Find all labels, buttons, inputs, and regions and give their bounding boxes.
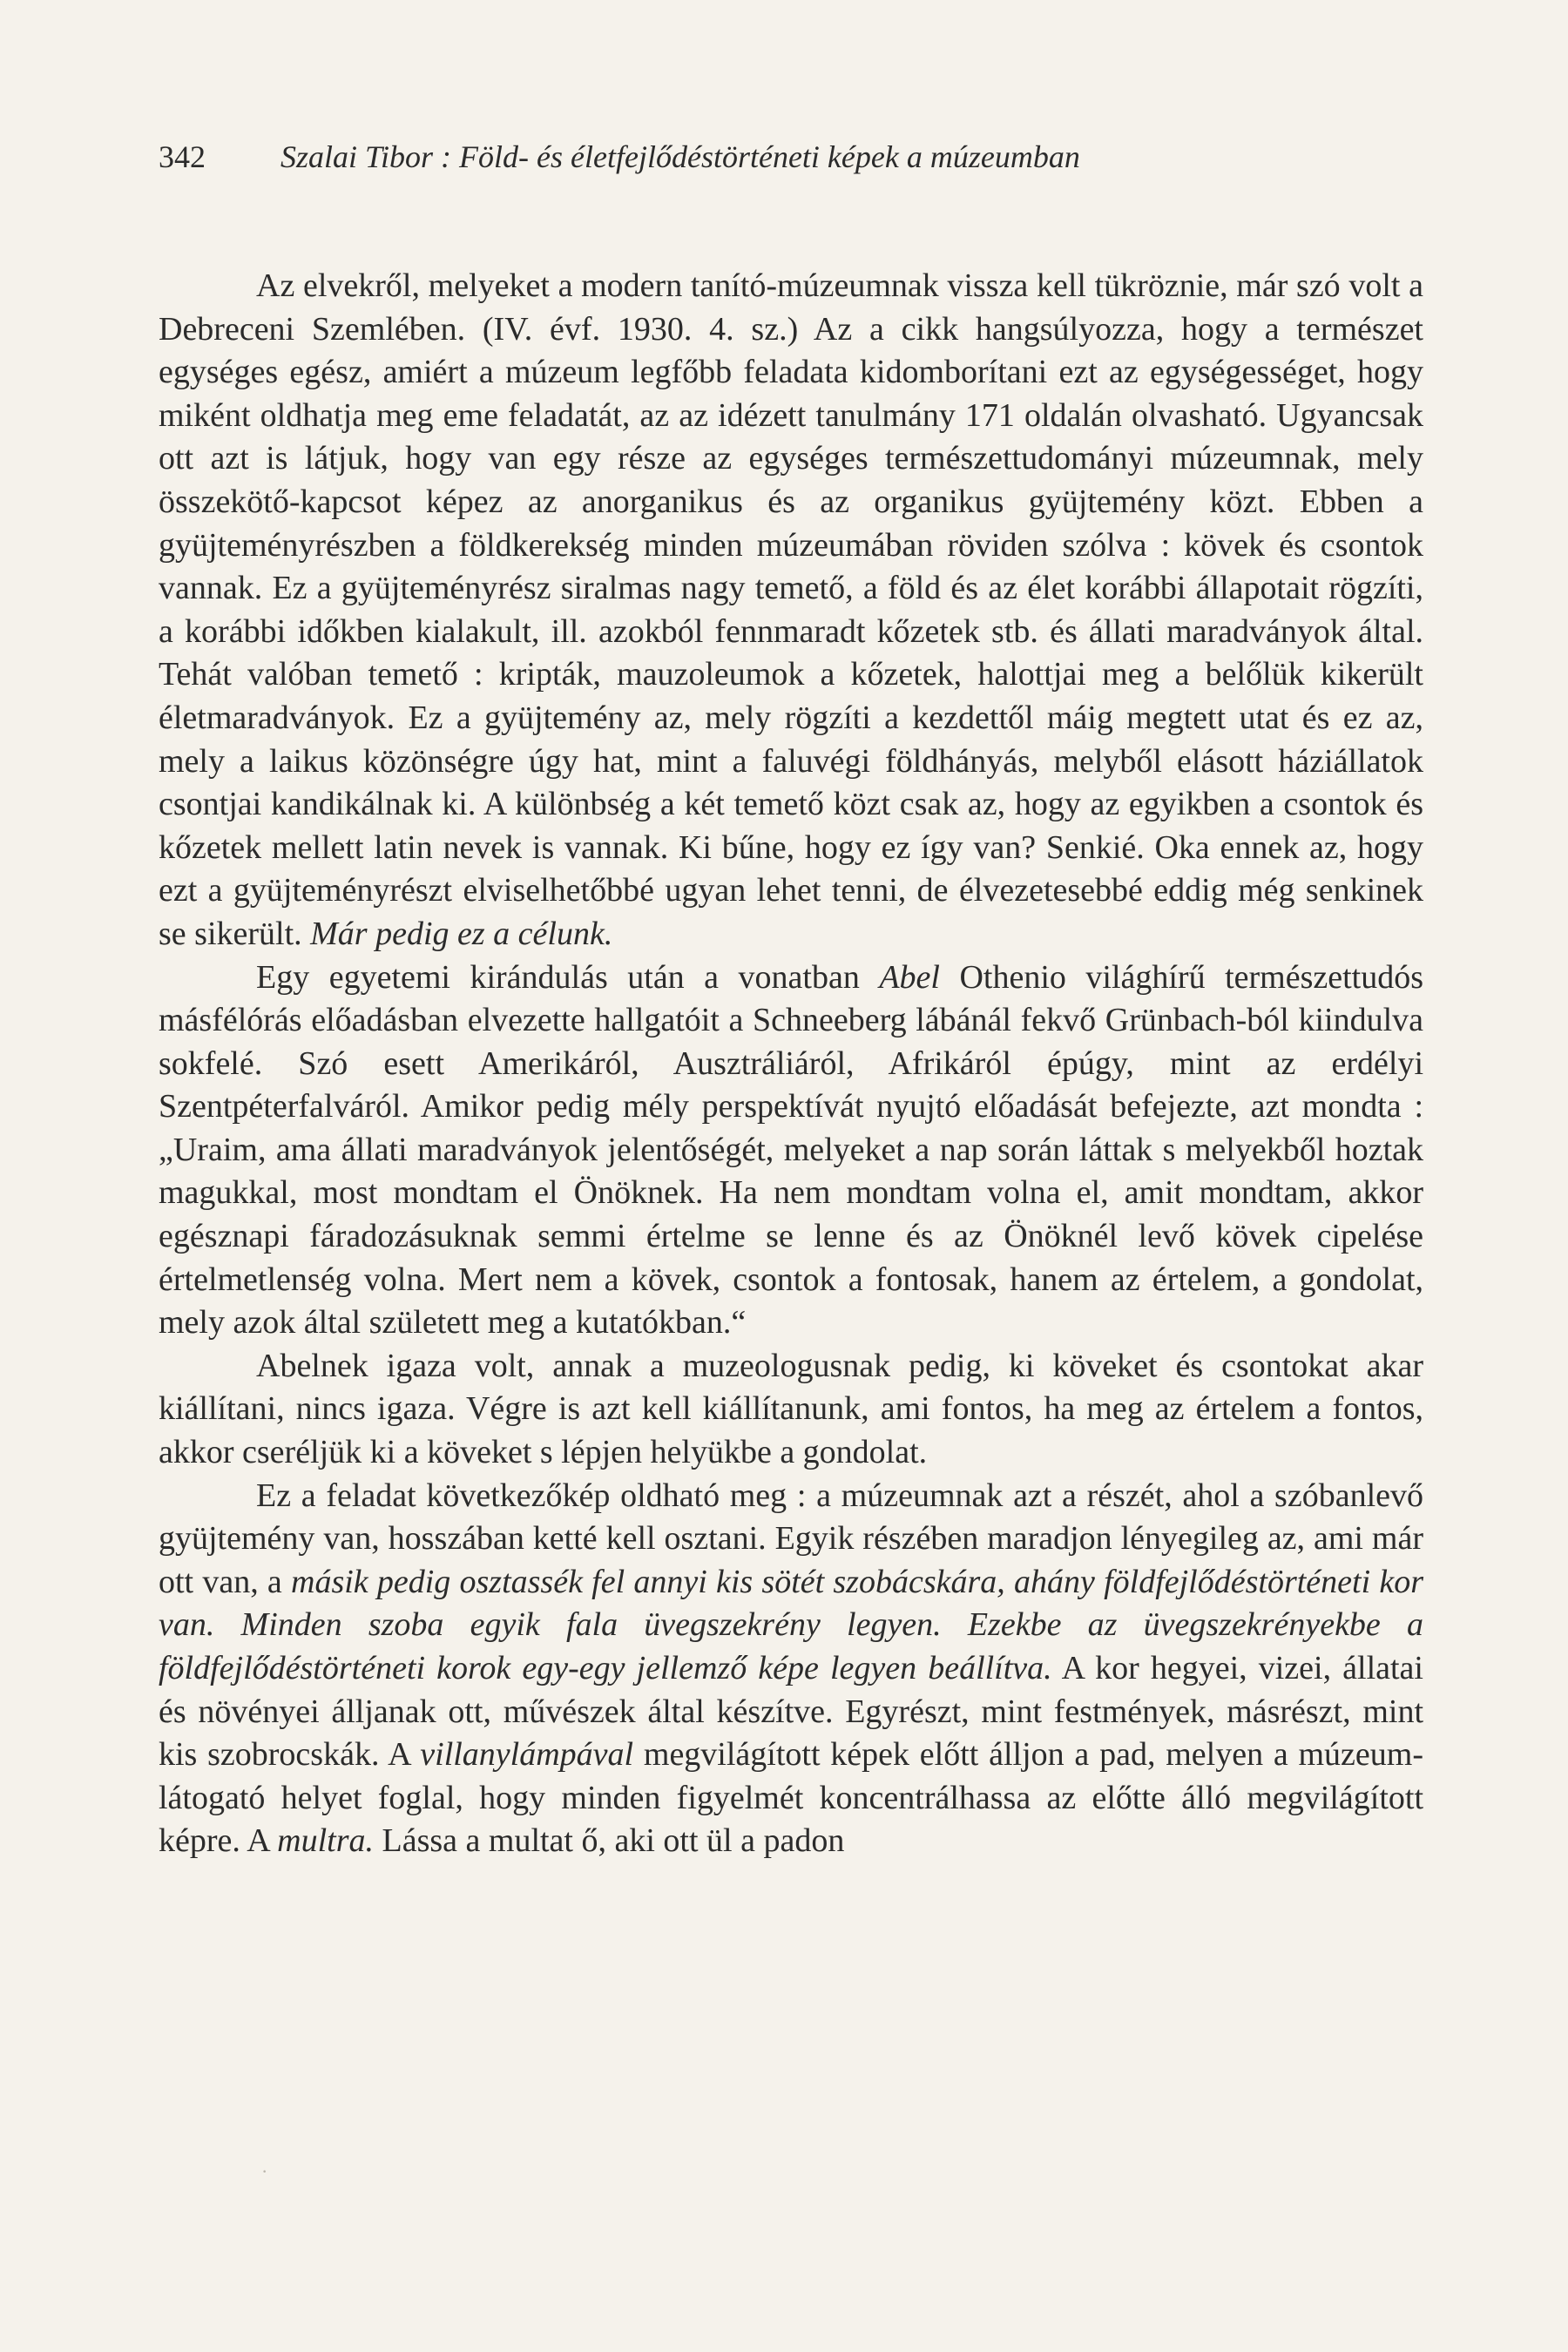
paragraph-text: megvilágított képek előtt álljon a pad, melyen a múzeumlátogató helyet foglal, hogy minden figyelmét koncentrálhassa az előtte álló megvilágított képre. A [159,1736,1423,1860]
paragraph-4 [159,1475,1423,1863]
paragraph-text: Othenio világhírű természettudós másfélórás előadásban elvezette hallgatóit a Schneeberg lábánál fekvő Grünbach-ból kiindulva sokfelé. Szó esett Amerikáról, Ausztráliáról, Afrikáról épúgy, mint az erdélyi Szentpéterfalváról. Amikor pedig mély perspektívát nyujtó előadását befejezte, azt mondta : „Uraim, ama állati maradványok jelentőségét, melyeket a nap során láttak s melyekből hoztak magukkal, most mondtam el Önöknek. Ha nem mondtam volna el, amit mondtam, akkor egésznapi fáradozásuknak semmi értelme se lenne és az Önöknél levő kövek cipelése értelmetlenség volna. Mert nem a kövek, csontok a fontosak, hanem az értelem, a gondolat, mely azok által született meg a kutatókban.“ [159,958,1423,1342]
paragraph-text: A kor hegyei, vizei, állatai és növényei álljanak ott, művészek által készítve. Egyrészt, mint festmények, másrészt, mint kis szobrocskák. A [159,1650,1423,1774]
paragraph-text: Ez a feladat következőkép oldható meg : a múzeumnak azt a részét, ahol a szóbanlevő gyüjtemény van, hosszában ketté kell osztani. Egyik részében maradjon lényegileg az, ami már ott van, a [159,1477,1423,1600]
page-number: 342 [159,139,206,174]
paragraph-1 [159,265,1423,956]
emphasis-text: multra. [277,1822,374,1860]
paragraph-text: Egy egyetemi kirándulás után a vonatban [256,958,880,996]
running-head: Szalai Tibor : Föld- és életfejlődéstörténeti képek a múzeumban [280,139,1080,174]
paragraph-text: Az elvekről, melyeket a modern tanító-múzeumnak vissza kell tükröznie, már szó volt a Debreceni Szemlében. (IV. évf. 1930. 4. sz.) Az a cikk hangsúlyozza, hogy a természet egységes egész, amiért a múzeum legfőbb feladata kidomborítani ezt az egységességet, hogy miként oldhatja meg eme feladatát, az az idézett tanulmány 171 oldalán olvasható. Ugyancsak ott azt is látjuk, hogy van egy része az egységes természettudományi múzeumnak, mely összekötő-kapcsot képez az anorganikus és az organikus gyüjtemény közt. Ebben a gyüjteményrészben a földkerekség minden múzeumában röviden szólva : kövek és csontok vannak. Ez a gyüjteményrész siralmas nagy temető, a föld és az élet korábbi állapotait rögzíti, a korábbi időkben kialakult, ill. azokból fennmaradt kőzetek stb. és állati maradványok által. Tehát valóban temető : kripták, mauzoleumok a kőzetek, halottjai meg a belőlük kikerült életmaradványok. Ez a gyüjtemény az, mely rögzíti a kezdettől máig megtett utat és ez az, mely a laikus közönségre úgy hat, mint a faluvégi földhányás, melyből elásott háziállatok csontjai kandikálnak ki. A különbség a két temető közt csak az, hogy az egyikben a csontok és kőzetek mellett latin nevek is vannak. Ki bűne, hogy ez így van? Senkié. Oka ennek az, hogy ezt a gyüjteményrészt elviselhetőbbé ugyan lehet tenni, de élvezetesebbé eddig még senkinek se sikerült. [159,267,1423,952]
emphasis-name: Abel [879,958,940,996]
paper-speck: · [261,2160,268,2182]
paragraph-2 [159,956,1423,1345]
paragraph-text: Lássa a multat ő, aki ott ül a padon [374,1822,845,1860]
paragraph-3 [159,1345,1423,1475]
emphasis-text: villanylámpával [420,1736,634,1774]
page-header [159,138,1430,176]
paragraph-text: Abelnek igaza volt, annak a muzeologusnak pedig, ki köveket és csontokat akar kiállítani, nincs igaza. Végre is azt kell kiállítanunk, ami fontos, ha meg az értelem a fontos, akkor cseréljük ki a köveket s lépjen helyükbe a gondolat. [159,1347,1423,1471]
emphasis-text: másik pedig osztassék fel annyi kis sötét szobácskára, ahány földfejlődéstörténeti kor van. Minden szoba egyik fala üvegszekrény legyen. Ezekbe az üvegszekrényekbe a földfejlődéstörténeti korok egy-egy jellemző képe legyen beállítva. [159,1563,1423,1686]
article-body [159,265,1423,1863]
emphasis-text: Már pedig ez a célunk. [310,915,613,952]
